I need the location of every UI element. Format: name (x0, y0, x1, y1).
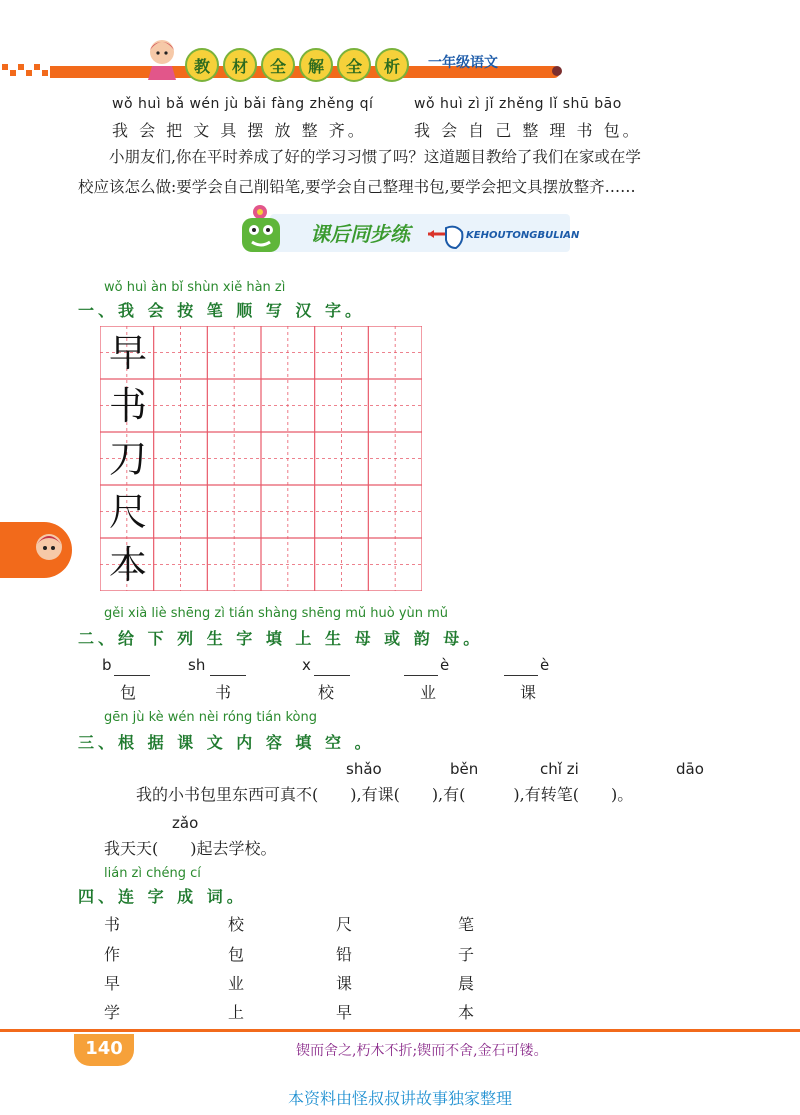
footer-quote: 锲而舍之,朽木不折;锲而不舍,金石可镂。 (296, 1043, 548, 1059)
q1-title: 一、我 会 按 笔 顺 写 汉 字。 (78, 301, 365, 320)
pointing-hand-icon (426, 222, 466, 252)
q2-item-char: 包 (120, 683, 137, 702)
q4-pinyin: lián zì chéng cí (104, 866, 201, 881)
girl-mascot-icon (140, 36, 182, 82)
q2-pinyin: gěi xià liè shēng zì tián shàng shēng mǔ huò yùn mǔ (104, 606, 449, 621)
side-tab (0, 522, 72, 578)
header-subject: 一年级语文 (428, 55, 498, 71)
q4-char[interactable]: 晨 (458, 974, 475, 993)
q2-blank[interactable] (314, 675, 350, 676)
q3-blank-pinyin: shǎo (346, 760, 382, 778)
q4-char[interactable]: 书 (104, 915, 121, 934)
q4-char[interactable]: 学 (104, 1003, 121, 1022)
header-badge: 全 (337, 48, 371, 82)
q2-title: 二、给 下 列 生 字 填 上 生 母 或 韵 母。 (78, 629, 484, 648)
section-banner (230, 200, 580, 260)
grid-char: 刀 (108, 437, 147, 481)
banner-title: 课后同步练 (310, 222, 410, 246)
header-badge: 解 (299, 48, 333, 82)
q1-pinyin: wǒ huì àn bǐ shùn xiě hàn zì (104, 280, 286, 295)
q3-sentence: 我的小书包里东西可真不( ),有课( ),有( ),有转笔( )。 (136, 785, 634, 804)
q2-item-letter: è (540, 656, 550, 674)
q2-item-char: 业 (420, 683, 437, 702)
q4-char[interactable]: 业 (228, 974, 245, 993)
q2-item-char: 课 (520, 683, 537, 702)
q3-title: 三、根 据 课 文 内 容 填 空 。 (78, 733, 375, 752)
q2-item-letter: b (102, 656, 112, 674)
q3-blank-pinyin: běn (450, 760, 479, 778)
q3-blank-pinyin: dāo (676, 760, 704, 778)
q3-pinyin: gēn jù kè wén nèi róng tián kòng (104, 710, 317, 725)
q3-blank-pinyin: zǎo (172, 814, 199, 832)
intro-left-text: 我 会 把 文 具 摆 放 整 齐。 (112, 121, 367, 140)
header-badge: 材 (223, 48, 257, 82)
writing-grid-chars (100, 326, 160, 591)
q3-blank-pinyin: chǐ zi (540, 760, 579, 778)
q2-blank[interactable] (210, 675, 246, 676)
grid-char: 尺 (108, 490, 147, 534)
header-title-badges (185, 48, 409, 82)
header-badge: 教 (185, 48, 219, 82)
intro-paragraph-line1: 小朋友们,你在平时养成了好的学习习惯了吗？这道题目教给了我们在家或在学 (109, 148, 641, 166)
q4-char[interactable]: 作 (104, 945, 121, 964)
q2-blank[interactable] (504, 675, 538, 676)
q4-title: 四、连 字 成 词。 (78, 887, 247, 906)
footer-note: 本资料由怪叔叔讲故事独家整理 (287, 1089, 512, 1108)
header-badge: 全 (261, 48, 295, 82)
q4-char[interactable]: 笔 (458, 915, 475, 934)
page-number: 140 (74, 1034, 134, 1066)
intro-paragraph-line2: 校应该怎么做:要学会自己削铅笔,要学会自己整理书包,要学会把文具摆放整齐…… (78, 178, 636, 196)
header-dot-icon (552, 66, 562, 76)
grid-char: 早 (108, 331, 147, 375)
q3-sentence: 我天天( )起去学校。 (104, 839, 277, 858)
intro-right-pinyin: wǒ huì zì jǐ zhěng lǐ shū bāo (414, 96, 622, 112)
q4-char[interactable]: 早 (104, 974, 121, 993)
intro-left-pinyin: wǒ huì bǎ wén jù bǎi fàng zhěng qí (112, 96, 374, 112)
banner-subtitle: KEHOUTONGBULIAN (466, 230, 580, 241)
q2-item-letter: sh (188, 656, 206, 674)
q2-item-char: 校 (318, 683, 335, 702)
q4-char[interactable]: 本 (458, 1003, 475, 1022)
q4-char[interactable]: 校 (228, 915, 245, 934)
q4-char[interactable]: 上 (228, 1003, 245, 1022)
q2-item-char: 书 (215, 683, 232, 702)
q2-blank[interactable] (114, 675, 150, 676)
mascot-face-icon (34, 532, 64, 562)
q4-char[interactable]: 子 (458, 945, 475, 964)
green-monster-icon (230, 200, 300, 260)
grid-char: 书 (108, 384, 147, 428)
q4-char[interactable]: 课 (336, 974, 353, 993)
q4-char[interactable]: 尺 (336, 915, 353, 934)
q2-blank[interactable] (404, 675, 438, 676)
header-badge: 析 (375, 48, 409, 82)
intro-right-text: 我 会 自 己 整 理 书 包。 (414, 121, 642, 140)
q4-char[interactable]: 早 (336, 1003, 353, 1022)
q2-item-letter: è (440, 656, 450, 674)
q4-char[interactable]: 铅 (336, 945, 353, 964)
grid-char: 本 (108, 543, 147, 587)
q2-item-letter: x (302, 656, 311, 674)
footer-line (0, 1029, 800, 1032)
q4-char[interactable]: 包 (228, 945, 245, 964)
